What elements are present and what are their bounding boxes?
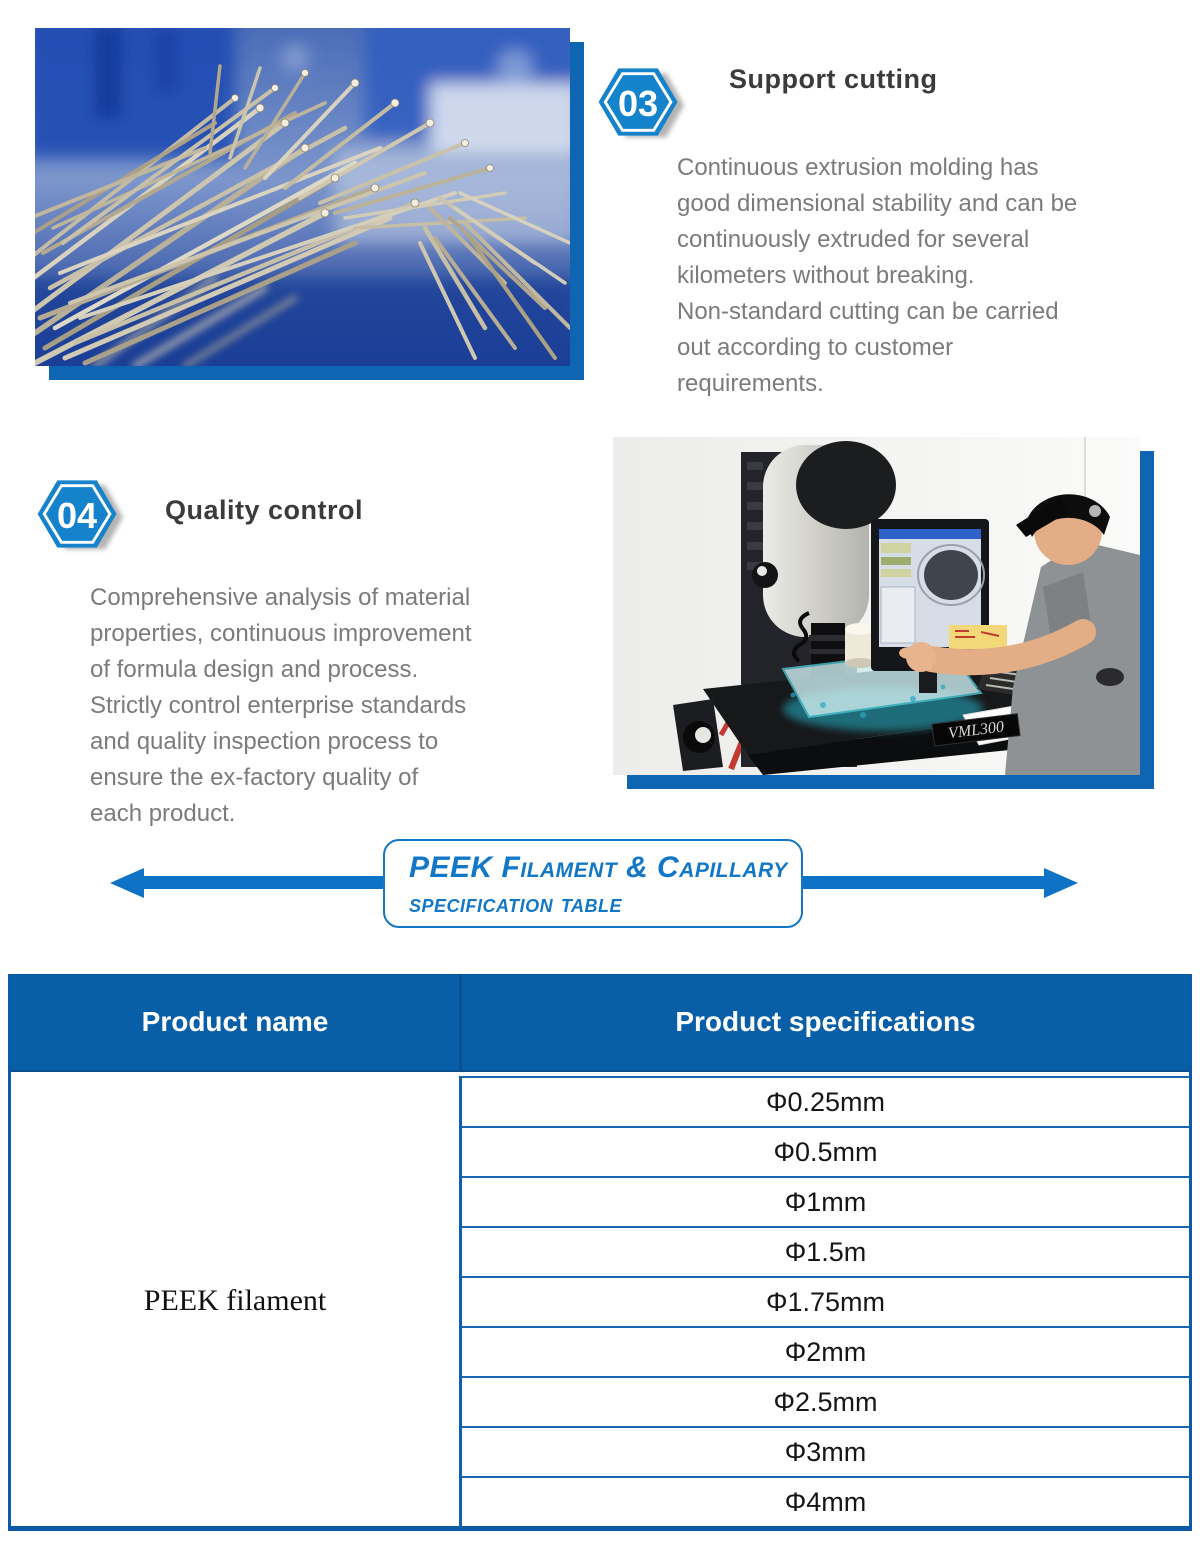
- text-line: requirements.: [677, 370, 824, 397]
- table-row: Φ4mm: [462, 1476, 1189, 1526]
- spec-table-banner: [383, 839, 803, 928]
- table-row: Φ1mm: [462, 1176, 1189, 1226]
- specification-table: [8, 974, 1192, 1531]
- table-row: Φ2.5mm: [462, 1376, 1189, 1426]
- text-line: Comprehensive analysis of material: [90, 584, 471, 611]
- step-04-hexagon-badge: [36, 468, 128, 560]
- text-line: Continuous extrusion molding has: [677, 154, 1039, 181]
- text-line: each product.: [90, 800, 236, 827]
- inspection-photo: [613, 437, 1140, 775]
- step-03-number: 03: [617, 83, 659, 125]
- text-line: Strictly control enterprise standards: [90, 692, 467, 719]
- header-product-specifications: Product specifications: [675, 1006, 976, 1037]
- arrow-right-icon: [1044, 868, 1078, 898]
- quality-control-title: Quality control: [165, 495, 364, 525]
- text-line: ensure the ex-factory quality of: [90, 764, 419, 791]
- banner-line-2: specification table: [409, 888, 623, 918]
- text-line: properties, continuous improvement: [90, 620, 472, 647]
- table-row: Φ0.25mm: [462, 1076, 1189, 1126]
- table-row: Φ3mm: [462, 1426, 1189, 1476]
- text-line: and quality inspection process to: [90, 728, 439, 755]
- banner-line-1: PEEK Filament & Capillary: [409, 851, 788, 884]
- table-row: Φ1.75mm: [462, 1276, 1189, 1326]
- text-line: out according to customer: [677, 334, 954, 361]
- table-row: Φ2mm: [462, 1326, 1189, 1376]
- support-cutting-paragraph: [677, 150, 1077, 402]
- text-line: kilometers without breaking.: [677, 262, 975, 289]
- text-line: continuously extruded for several: [677, 226, 1030, 253]
- text-line: good dimensional stability and can be: [677, 190, 1078, 217]
- support-cutting-title: Support cutting: [729, 64, 938, 94]
- machine-label: VML300: [947, 718, 1005, 743]
- step-03-hexagon-badge: [597, 56, 689, 148]
- table-row: Φ0.5mm: [462, 1126, 1189, 1176]
- filament-photo: [35, 28, 570, 366]
- product-name-cell: PEEK filament: [11, 1076, 462, 1526]
- header-product-name: Product name: [11, 974, 462, 1070]
- table-row: Φ1.5m: [462, 1226, 1189, 1276]
- arrow-left-icon: [110, 868, 144, 898]
- text-line: Non-standard cutting can be carried: [677, 298, 1059, 325]
- text-line: of formula design and process.: [90, 656, 419, 683]
- spec-rows: [462, 1076, 1189, 1526]
- step-04-number: 04: [56, 495, 98, 537]
- table-body: [11, 1076, 1189, 1526]
- table-header-row: [11, 974, 1189, 1072]
- quality-control-paragraph: [90, 580, 472, 832]
